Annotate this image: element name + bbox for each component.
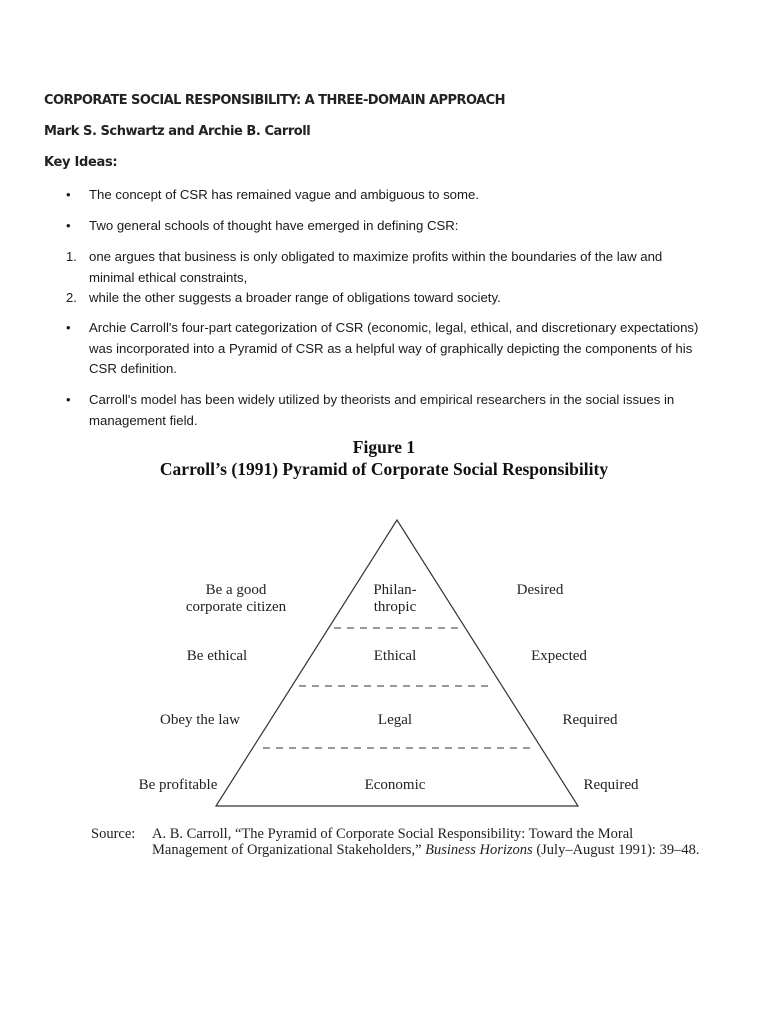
list-item-text: while the other suggests a broader range of obligations toward society. [89, 290, 501, 305]
level-left-label: Be a good [205, 582, 267, 598]
level-left-label: Be profitable [138, 777, 218, 793]
bullet-marker: • [66, 187, 71, 202]
list-item-text: one argues that business is only obligated to maximize profits within the boundaries of the law and minimal ethical constraints, [89, 249, 663, 285]
level-right-label: Required [562, 712, 618, 728]
level-right-label: Expected [531, 648, 587, 664]
source-journal: Business Horizons [425, 841, 533, 858]
level-center-label: Legal [377, 712, 413, 728]
level-center-label: Economic [364, 777, 426, 793]
source-citation [152, 827, 711, 858]
list-item-text: Two general schools of thought have emerged in defining CSR: [89, 218, 459, 233]
level-left-label: Obey the law [160, 712, 240, 728]
source-text: (July–August 1991): 39–48. [532, 841, 700, 858]
number-marker: 2. [66, 290, 77, 305]
bullet-marker: • [66, 392, 71, 407]
level-center-label: thropic [373, 599, 417, 615]
figure-number: Figure 1 [352, 437, 416, 457]
number-marker: 1. [66, 249, 77, 264]
document-title: CORPORATE SOCIAL RESPONSIBILITY: A THREE-DOMAIN APPROACH [44, 93, 505, 108]
list-item-text: The concept of CSR has remained vague and ambiguous to some. [89, 187, 479, 202]
key-ideas-heading: Key Ideas: [44, 155, 118, 170]
level-right-label: Required [583, 777, 639, 793]
list-item-text: Archie Carroll's four-part categorization of CSR (economic, legal, ethical, and discretionary expectations) was incorporated into a Pyramid of CSR as a helpful way of graphically depicting the components of his CSR definition. [89, 320, 699, 376]
level-right-label: Desired [516, 582, 564, 598]
source-text: A. B. Carroll, “The Pyramid of Corporate Social Responsibility: Toward the Moral Management of Organizational Stakeholders,” [152, 826, 634, 858]
document-authors: Mark S. Schwartz and Archie B. Carroll [44, 124, 311, 139]
list-item-text: Carroll's model has been widely utilized by theorists and empirical researchers in the social issues in management field. [89, 392, 675, 428]
figure-caption: Carroll’s (1991) Pyramid of Corporate Social Responsibility [159, 459, 609, 479]
bullet-marker: • [66, 320, 71, 335]
level-left-label: corporate citizen [185, 599, 287, 615]
figure-source [91, 827, 711, 858]
bullet-marker: • [66, 218, 71, 233]
level-left-label: Be ethical [186, 648, 248, 664]
source-label: Source: [91, 826, 136, 842]
level-center-label: Philan- [373, 582, 417, 598]
level-center-label: Ethical [373, 648, 417, 664]
